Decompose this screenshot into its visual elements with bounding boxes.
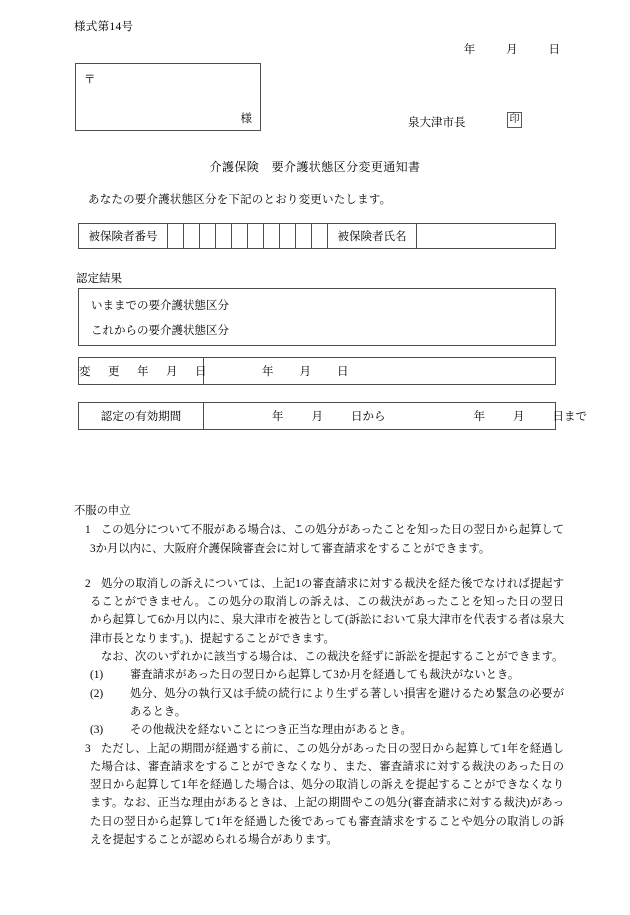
issue-date-line xyxy=(450,41,560,57)
appeal-subitem-2 xyxy=(74,685,564,722)
appeal-item-2-continuation xyxy=(74,648,564,666)
postal-mark-icon: 〒 xyxy=(84,74,96,86)
appeal-heading: 不服の申立 xyxy=(74,505,131,517)
appeal-item-3-marker: 3 xyxy=(85,742,91,755)
period-to-month: 月 xyxy=(513,411,525,423)
issue-date-year: 年 xyxy=(463,44,476,56)
form-code: 様式第14号 xyxy=(74,21,134,33)
period-from-month: 月 xyxy=(311,411,323,423)
insured-person-table xyxy=(78,223,556,249)
appeal-subitem-1-text: 審査請求があった日の翌日から起算して3か月を経過しても裁決がないとき。 xyxy=(130,669,520,682)
appeal-subitem-1 xyxy=(74,666,564,684)
insured-name-label: 被保険者氏名 xyxy=(328,224,417,249)
issuer-name: 泉大津市長 xyxy=(408,117,466,129)
change-date-fields xyxy=(204,366,375,378)
validity-period-label: 認定の有効期間 xyxy=(79,403,204,430)
appeal-item-1 xyxy=(74,521,564,558)
insured-number-cell-3[interactable] xyxy=(200,224,216,249)
appeal-item-2 xyxy=(74,575,564,648)
appeal-subitem-2-marker: (2) xyxy=(90,687,104,700)
period-to-day: 日まで xyxy=(552,411,587,423)
change-date-label: 変 更 年 月 日 xyxy=(79,358,204,385)
insured-number-cell-2[interactable] xyxy=(184,224,200,249)
insured-number-cell-4[interactable] xyxy=(216,224,232,249)
spacer xyxy=(74,558,564,575)
intro-text: あなたの要介護状態区分を下記のとおり変更いたします。 xyxy=(88,194,392,206)
appeal-item-2-marker: 2 xyxy=(85,577,91,590)
table-row xyxy=(79,403,556,430)
appeal-item-1-marker: 1 xyxy=(85,524,91,537)
insured-name-value[interactable] xyxy=(417,224,556,249)
validity-period-value[interactable] xyxy=(204,403,587,430)
insured-number-label: 被保険者番号 xyxy=(79,224,168,249)
addressee-honorific: 様 xyxy=(240,113,252,125)
page-title: 介護保険 要介護状態区分変更通知書 xyxy=(209,160,421,174)
insured-number-cell-6[interactable] xyxy=(248,224,264,249)
insured-number-cell-1[interactable] xyxy=(168,224,184,249)
result-box xyxy=(78,288,556,346)
validity-period-table xyxy=(78,402,587,430)
change-date-year: 年 xyxy=(262,366,274,378)
change-date-day: 日 xyxy=(337,366,349,378)
appeal-notice-section xyxy=(74,502,564,849)
issue-date-day: 日 xyxy=(548,44,560,56)
period-to-year: 年 xyxy=(473,411,485,423)
change-date-value[interactable] xyxy=(204,358,556,385)
insured-number-cell-9[interactable] xyxy=(296,224,312,249)
appeal-item-3-text: ただし、上記の期間が経過する前に、この処分があった日の翌日から起算して1年を経過した場合は、審査請求をすることができなくなり、また、審査請求に対する裁決のあった日の翌日から起算して1年を経過した場合は、処分の取消しの訴えを提起することができなくなります。なお、正当な理由があるときは、上記の期間やこの処分(審査請求に対する裁決)があった日の翌日から起算して1年を経過した後であっても審査請求をすることや処分の取消しの訴えを提起することが認められる場合があります。 xyxy=(90,742,564,847)
result-before-label: いままでの要介護状態区分 xyxy=(91,300,229,312)
insured-number-cell-8[interactable] xyxy=(280,224,296,249)
result-after-label: これからの要介護状態区分 xyxy=(91,325,229,337)
period-from-year: 年 xyxy=(272,411,284,423)
appeal-item-2-text: 処分の取消しの訴えについては、上記1の審査請求に対する裁決を経た後でなければ提起することができません。この処分の取消しの訴えは、この裁決があったことを知った日の翌日から起算して6か月以内に、泉大津市を被告として(訴訟において泉大津市を代表する者は泉大津市長となります。)、提起することができます。 xyxy=(90,577,564,645)
appeal-subitem-3-marker: (3) xyxy=(90,724,104,737)
insured-number-cell-5[interactable] xyxy=(232,224,248,249)
period-from-day: 日から xyxy=(351,411,386,423)
change-date-table xyxy=(78,357,556,385)
appeal-subitem-3-text: その他裁決を経ないことにつき正当な理由があるとき。 xyxy=(130,724,412,737)
insured-number-cell-7[interactable] xyxy=(264,224,280,249)
table-row xyxy=(79,358,556,385)
seal-stamp-icon: 印 xyxy=(507,112,522,128)
appeal-item-2-continuation-text: なお、次のいずれかに該当する場合は、この裁決を経ずに訴訟を提起することができます。 xyxy=(101,651,564,664)
appeal-item-3 xyxy=(74,740,564,850)
appeal-subitem-3 xyxy=(74,721,564,739)
appeal-subitem-1-marker: (1) xyxy=(90,669,104,682)
appeal-item-1-text: この処分について不服がある場合は、この処分があったことを知った日の翌日から起算して3か月以内に、大阪府介護保険審査会に対して審査請求をすることができます。 xyxy=(90,524,564,555)
change-date-month: 月 xyxy=(299,366,311,378)
insured-number-cell-10[interactable] xyxy=(312,224,328,249)
validity-period-fields xyxy=(204,408,587,424)
issue-date-month: 月 xyxy=(506,44,518,56)
addressee-box[interactable] xyxy=(75,63,261,131)
result-section-label: 認定結果 xyxy=(76,273,122,285)
table-row xyxy=(79,224,556,249)
appeal-subitem-2-text: 処分、処分の執行又は手続の続行により生ずる著しい損害を避けるため緊急の必要があるとき。 xyxy=(130,687,564,718)
